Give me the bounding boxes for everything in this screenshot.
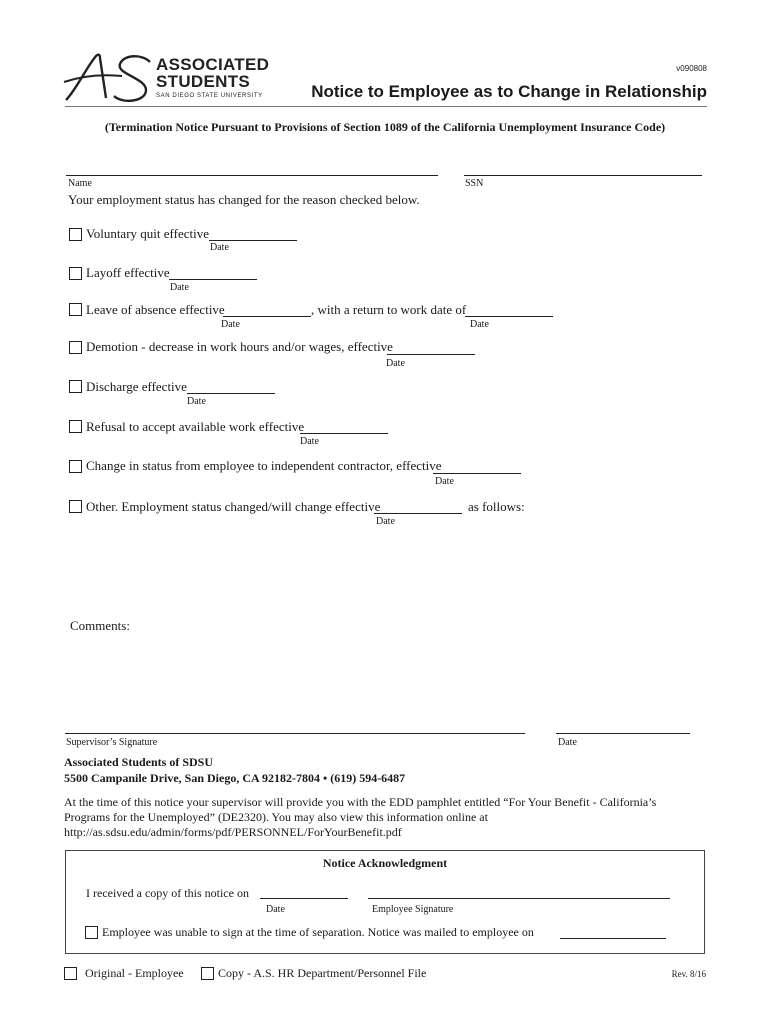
contractor-date-label: Date bbox=[435, 476, 454, 487]
other-suffix-label: as follows: bbox=[468, 499, 525, 514]
other-label: Other. Employment status changed/will change effective bbox=[86, 499, 381, 514]
voluntary-quit-label: Voluntary quit effective bbox=[86, 226, 209, 241]
copy-hr-label: Copy - A.S. HR Department/Personnel File bbox=[218, 966, 427, 980]
info-line1: At the time of this notice your supervisor will provide you with the EDD pamphlet entitled “For Your Benefit - California’s bbox=[64, 795, 657, 809]
comments-label: Comments: bbox=[70, 618, 130, 633]
layoff-date-label: Date bbox=[170, 282, 189, 293]
unable-to-sign-label: Employee was unable to sign at the time of separation. Notice was mailed to employee on bbox=[102, 925, 534, 939]
info-url-link[interactable]: http://as.sdsu.edu/admin/forms/pdf/PERSONNEL/ForYourBenefit.pdf bbox=[64, 825, 402, 839]
name-label: Name bbox=[68, 178, 92, 189]
page-title: Notice to Employee as to Change in Relationship bbox=[311, 82, 707, 101]
contractor-date-field[interactable] bbox=[433, 473, 521, 474]
layoff-checkbox[interactable] bbox=[69, 267, 82, 280]
discharge-date-field[interactable] bbox=[187, 393, 275, 394]
leave-of-absence-checkbox[interactable] bbox=[69, 303, 82, 316]
refusal-checkbox[interactable] bbox=[69, 420, 82, 433]
layoff-label: Layoff effective bbox=[86, 265, 170, 280]
org-name-line1: ASSOCIATED bbox=[156, 55, 270, 74]
leave-return-label: , with a return to work date of bbox=[311, 302, 467, 317]
refusal-date-field[interactable] bbox=[300, 433, 388, 434]
leave-effective-date-label: Date bbox=[221, 319, 240, 330]
supervisor-signature-field[interactable] bbox=[65, 733, 525, 734]
form-version: v090808 bbox=[676, 64, 707, 73]
contractor-checkbox[interactable] bbox=[69, 460, 82, 473]
original-employee-checkbox[interactable] bbox=[64, 967, 77, 980]
as-logo-mark bbox=[62, 50, 157, 105]
comments-area[interactable] bbox=[66, 640, 706, 725]
acknowledgment-date-label: Date bbox=[266, 904, 285, 915]
acknowledgment-title: Notice Acknowledgment bbox=[322, 856, 448, 870]
revision-label: Rev. 8/16 bbox=[671, 969, 706, 979]
employee-signature-field[interactable] bbox=[368, 898, 670, 899]
discharge-date-label: Date bbox=[187, 396, 206, 407]
org-name-line3: SAN DIEGO STATE UNIVERSITY bbox=[156, 93, 263, 99]
address-line1: Associated Students of SDSU bbox=[64, 755, 214, 769]
original-employee-label: Original - Employee bbox=[85, 966, 184, 980]
as-logo bbox=[62, 50, 157, 105]
header-divider bbox=[65, 106, 707, 107]
discharge-label: Discharge effective bbox=[86, 379, 187, 394]
intro-text: Your employment status has changed for the reason checked below. bbox=[68, 192, 420, 207]
info-line2: Programs for the Unemployed” (DE2320). You may also view this information online at bbox=[64, 810, 488, 824]
signature-date-field[interactable] bbox=[556, 733, 690, 734]
leave-effective-date-field[interactable] bbox=[223, 316, 311, 317]
mailed-date-field[interactable] bbox=[560, 938, 666, 939]
leave-return-date-field[interactable] bbox=[465, 316, 553, 317]
other-date-field[interactable] bbox=[374, 513, 462, 514]
demotion-checkbox[interactable] bbox=[69, 341, 82, 354]
demotion-label: Demotion - decrease in work hours and/or wages, effective bbox=[86, 339, 393, 354]
discharge-checkbox[interactable] bbox=[69, 380, 82, 393]
address-line2: 5500 Campanile Drive, San Diego, CA 92182-7804 • (619) 594-6487 bbox=[64, 771, 406, 785]
unable-to-sign-checkbox[interactable] bbox=[85, 926, 98, 939]
copy-hr-checkbox[interactable] bbox=[201, 967, 214, 980]
supervisor-signature-label: Supervisor’s Signature bbox=[66, 737, 158, 748]
form-subtitle: (Termination Notice Pursuant to Provisions of Section 1089 of the California Unemployment Insurance Code) bbox=[104, 120, 666, 134]
demotion-date-field[interactable] bbox=[387, 354, 475, 355]
ssn-field[interactable] bbox=[464, 175, 702, 176]
leave-return-date-label: Date bbox=[470, 319, 489, 330]
contractor-label: Change in status from employee to independent contractor, effective bbox=[86, 458, 442, 473]
other-checkbox[interactable] bbox=[69, 500, 82, 513]
voluntary-quit-checkbox[interactable] bbox=[69, 228, 82, 241]
name-field[interactable] bbox=[66, 175, 438, 176]
layoff-date-field[interactable] bbox=[169, 279, 257, 280]
refusal-date-label: Date bbox=[300, 436, 319, 447]
demotion-date-label: Date bbox=[386, 358, 405, 369]
other-date-label: Date bbox=[376, 516, 395, 527]
acknowledgment-date-field[interactable] bbox=[260, 898, 348, 899]
voluntary-quit-date-label: Date bbox=[210, 242, 229, 253]
ssn-label: SSN bbox=[465, 178, 484, 189]
employee-signature-label: Employee Signature bbox=[372, 904, 454, 915]
refusal-label: Refusal to accept available work effective bbox=[86, 419, 305, 434]
acknowledgment-received-label: I received a copy of this notice on bbox=[86, 886, 249, 900]
leave-of-absence-label: Leave of absence effective bbox=[86, 302, 225, 317]
voluntary-quit-date-field[interactable] bbox=[209, 240, 297, 241]
signature-date-label: Date bbox=[558, 737, 577, 748]
org-name-line2: STUDENTS bbox=[156, 72, 251, 91]
